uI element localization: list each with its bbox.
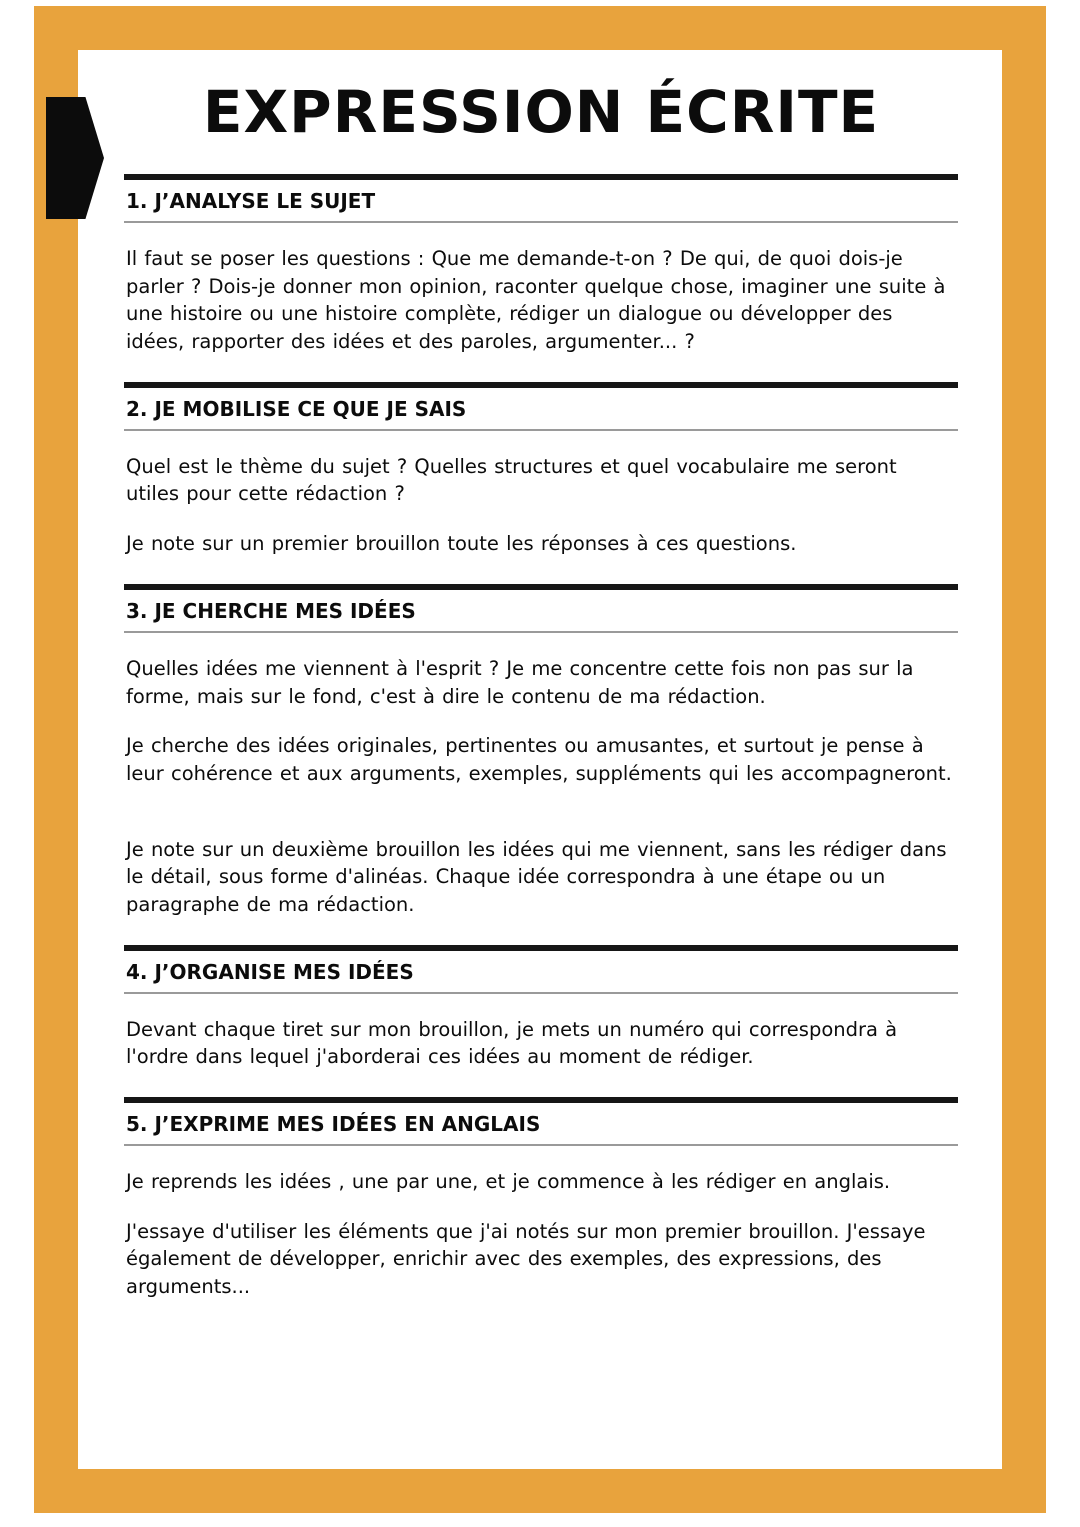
paragraph: J'essaye d'utiliser les éléments que j'ai notés sur mon premier brouillon. J'essaye également de développer, enrichir avec des exemples, des expressions, des arguments... — [126, 1219, 926, 1299]
paragraph: Devant chaque tiret sur mon brouillon, je mets un numéro qui correspondra à l'ordre dans lequel j'aborderai ces idées au moment de rédiger. — [126, 1017, 898, 1069]
paragraph: Quelles idées me viennent à l'esprit ? Je me concentre cette fois non pas sur la forme, mais sur le fond, c'est à dire le contenu de ma rédaction. — [126, 656, 914, 708]
paragraph: Je note sur un deuxième brouillon les idées qui me viennent, sans les rédiger dans le détail, sous forme d'alinéas. Chaque idée correspondra à une étape ou un paragraphe de ma rédaction. — [126, 837, 947, 916]
paragraph: Je cherche des idées originales, pertinentes ou amusantes, et surtout je pense à leur cohérence et aux arguments, exemples, suppléments qui les accompagneront. — [126, 734, 952, 785]
section-jorganise-mes-idees — [124, 945, 958, 1071]
paragraph: Quel est le thème du sujet ? Quelles structures et quel vocabulaire me seront utiles pour cette rédaction ? — [126, 454, 897, 506]
section-heading: 5. J’EXPRIME MES IDÉES EN ANGLAIS — [124, 1103, 958, 1146]
section-heading: 4. J’ORGANISE MES IDÉES — [124, 951, 958, 994]
paragraph: Je note sur un premier brouillon toute les réponses à ces questions. — [126, 532, 797, 556]
paragraph: Je reprends les idées , une par une, et je commence à les rédiger en anglais. — [126, 1170, 891, 1193]
section-jexprime-mes-idees — [124, 1097, 958, 1301]
document-content — [124, 78, 958, 1327]
section-heading: 2. JE MOBILISE CE QUE JE SAIS — [124, 388, 958, 431]
section-analyse-le-sujet — [124, 174, 958, 356]
section-heading: 1. J’ANALYSE LE SUJET — [124, 180, 958, 223]
section-je-cherche-mes-idees — [124, 584, 958, 919]
page-title: EXPRESSION ÉCRITE — [202, 78, 880, 146]
section-heading: 3. JE CHERCHE MES IDÉES — [124, 590, 958, 633]
paragraph: Il faut se poser les questions : Que me demande-t-on ? De qui, de quoi dois-je parler ? Dois-je donner mon opinion, raconter quelque chose, imaginer une suite à une histoire ou une histoire complète, rédiger un dialogue ou développer des idées, rapporter des idées et des paroles, argumenter... ? — [126, 247, 946, 354]
section-je-mobilise — [124, 382, 958, 558]
